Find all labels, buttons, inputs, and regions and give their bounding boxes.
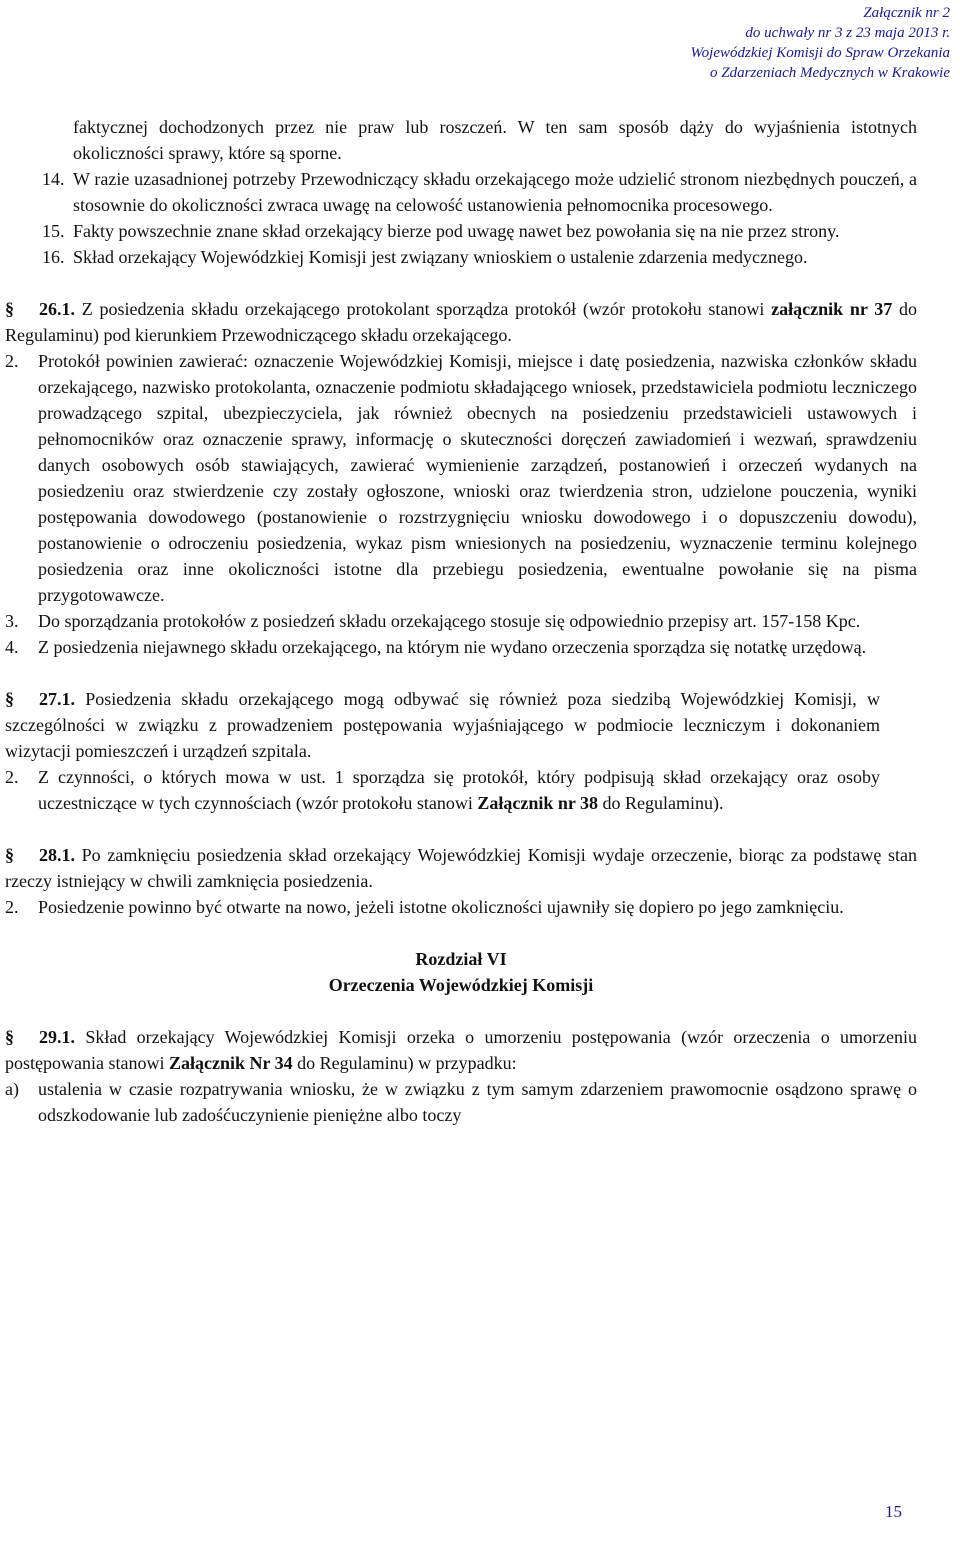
paragraph-15 bbox=[5, 218, 917, 244]
item-label: a) bbox=[5, 1079, 19, 1099]
section-number: 29.1. bbox=[39, 1027, 75, 1047]
section-28-point-1 bbox=[5, 842, 917, 894]
header-line-4: o Zdarzeniach Medycznych w Krakowie bbox=[710, 65, 950, 81]
section-number: 27.1. bbox=[39, 689, 75, 709]
paragraph-13-continuation: faktycznej dochodzonych przez nie praw lub roszczeń. W ten sam sposób dąży do wyjaśnienia istotnych okoliczności sprawy, które są sporne. bbox=[73, 117, 917, 163]
point-number: 4. bbox=[5, 637, 19, 657]
paragraph-14 bbox=[5, 166, 917, 218]
document-body bbox=[5, 114, 917, 1128]
section-symbol: § bbox=[5, 1027, 14, 1047]
section-text: Po zamknięciu posiedzenia skład orzekający Wojewódzkiej Komisji wydaje orzeczenie, biorąc za podstawę stan rzeczy istniejący w chwili zamknięcia posiedzenia. bbox=[5, 845, 918, 891]
section-28-point-2 bbox=[5, 894, 917, 920]
header-line-3: Wojewódzkiej Komisji do Spraw Orzekania bbox=[690, 45, 950, 61]
point-number: 3. bbox=[5, 611, 19, 631]
section-text: Skład orzekający Wojewódzkiej Komisji orzeka o umorzeniu postępowania (wzór orzeczenia o umorzeniu postępowania stanowi bbox=[5, 1027, 918, 1073]
point-text: do Regulaminu). bbox=[602, 793, 724, 813]
paragraph-number: 14. bbox=[42, 169, 65, 189]
section-26-point-4 bbox=[5, 634, 917, 660]
section-26-point-3 bbox=[5, 608, 917, 634]
point-text: Protokół powinien zawierać: oznaczenie Wojewódzkiej Komisji, miejsce i datę posiedzenia, nazwiska członków składu orzekającego, nazwisko protokolanta, oznaczenie podmiotu składającego wniosek, przedstawiciela podmiotu leczniczego prowadzącego szpital, ubezpieczyciela, jak również obecnych na posiedzeniu przedstawicieli ustawowych i pełnomocników oraz oznaczenie sprawy, informację o skuteczności doręczeń zawiadomień i wezwań, sprawdzeniu danych osobowych osób stawiających, zawierać wymienienie zarządzeń, postanowień i orzeczeń wydanych na posiedzeniu oraz stwierdzenie czy zostały ogłoszone, wnioski oraz twierdzenia stron, udzielone pouczenia, wyniki postępowania dowodowego (postanowienie o rozstrzygnięciu wniosku dowodowego i o dopuszczeniu dowodu), postanowienie o odroczeniu posiedzenia, wykaz pism wniesionych na posiedzeniu, wyznaczenie terminu kolejnego posiedzenia oraz inne okoliczności istotne dla przebiegu posiedzenia, ewentualne powołanie się na pisma przygotowawcze. bbox=[38, 351, 917, 605]
page-number: 15 bbox=[885, 1502, 902, 1521]
point-text: Z posiedzenia niejawnego składu orzekającego, na którym nie wydano orzeczenia sporządza się notatkę urzędową. bbox=[38, 637, 867, 657]
point-text: Z czynności, o których mowa w ust. 1 sporządza się protokół, który podpisują skład orzekający oraz osoby uczestniczące w tych czynnościach (wzór protokołu stanowi bbox=[38, 767, 880, 813]
paragraph-16 bbox=[5, 244, 917, 270]
section-26-point-2 bbox=[5, 348, 917, 608]
header-line-1: Załącznik nr 2 bbox=[863, 5, 950, 21]
section-27-point-2 bbox=[5, 764, 880, 816]
attachment-reference: Załącznik nr 38 bbox=[477, 793, 599, 813]
section-text: do Regulaminu) pod kierunkiem Przewodniczącego składu orzekającego. bbox=[5, 299, 918, 345]
point-number: 2. bbox=[5, 351, 19, 371]
document-header bbox=[691, 3, 950, 83]
section-26-point-1 bbox=[5, 296, 917, 348]
item-text: ustalenia w czasie rozpatrywania wniosku, że w związku z tym samym zdarzeniem prawomocnie osądzono sprawę o odszkodowanie lub zadośćuczynienie pieniężne albo toczy bbox=[38, 1079, 917, 1125]
paragraph-number: 16. bbox=[42, 247, 65, 267]
paragraph-text: Skład orzekający Wojewódzkiej Komisji jest związany wnioskiem o ustalenie zdarzenia medycznego. bbox=[73, 247, 808, 267]
section-text: Posiedzenia składu orzekającego mogą odbywać się również poza siedzibą Wojewódzkiej Komisji, w szczególności w związku z prowadzeniem postępowania wyjaśniającego w podmiocie leczniczym i dokonaniem wizytacji pomieszczeń i urządzeń szpitala. bbox=[5, 689, 880, 761]
point-number: 2. bbox=[5, 767, 19, 787]
section-text: Z posiedzenia składu orzekającego protokolant sporządza protokół (wzór protokołu stanowi bbox=[81, 299, 765, 319]
point-number: 2. bbox=[5, 897, 19, 917]
attachment-reference: załącznik nr 37 bbox=[771, 299, 893, 319]
section-number: 28.1. bbox=[39, 845, 75, 865]
chapter-title: Rozdział VI bbox=[415, 949, 507, 969]
paragraph-number: 15. bbox=[42, 221, 65, 241]
section-29-item-a bbox=[5, 1076, 917, 1128]
point-text: Do sporządzania protokołów z posiedzeń składu orzekającego stosuje się odpowiednio przepisy art. 157-158 Kpc. bbox=[38, 611, 861, 631]
paragraph-text: Fakty powszechnie znane skład orzekający bierze pod uwagę nawet bez powołania się na nie przez strony. bbox=[73, 221, 840, 241]
chapter-subtitle: Orzeczenia Wojewódzkiej Komisji bbox=[328, 975, 594, 995]
section-symbol: § bbox=[5, 299, 14, 319]
paragraph-text: W razie uzasadnionej potrzeby Przewodniczący składu orzekającego może udzielić stronom niezbędnych pouczeń, a stosownie do okoliczności zwraca uwagę na celowość ustanowienia pełnomocnika procesowego. bbox=[73, 169, 917, 215]
section-29-point-1 bbox=[5, 1024, 917, 1076]
section-text: do Regulaminu) w przypadku: bbox=[297, 1053, 517, 1073]
section-number: 26.1. bbox=[39, 299, 75, 319]
attachment-reference: Załącznik Nr 34 bbox=[168, 1053, 293, 1073]
point-text: Posiedzenie powinno być otwarte na nowo, jeżeli istotne okoliczności ujawniły się dopiero po jego zamknięciu. bbox=[38, 897, 844, 917]
section-symbol: § bbox=[5, 689, 14, 709]
header-line-2: do uchwały nr 3 z 23 maja 2013 r. bbox=[745, 25, 950, 41]
section-symbol: § bbox=[5, 845, 14, 865]
section-27-point-1 bbox=[5, 686, 880, 764]
